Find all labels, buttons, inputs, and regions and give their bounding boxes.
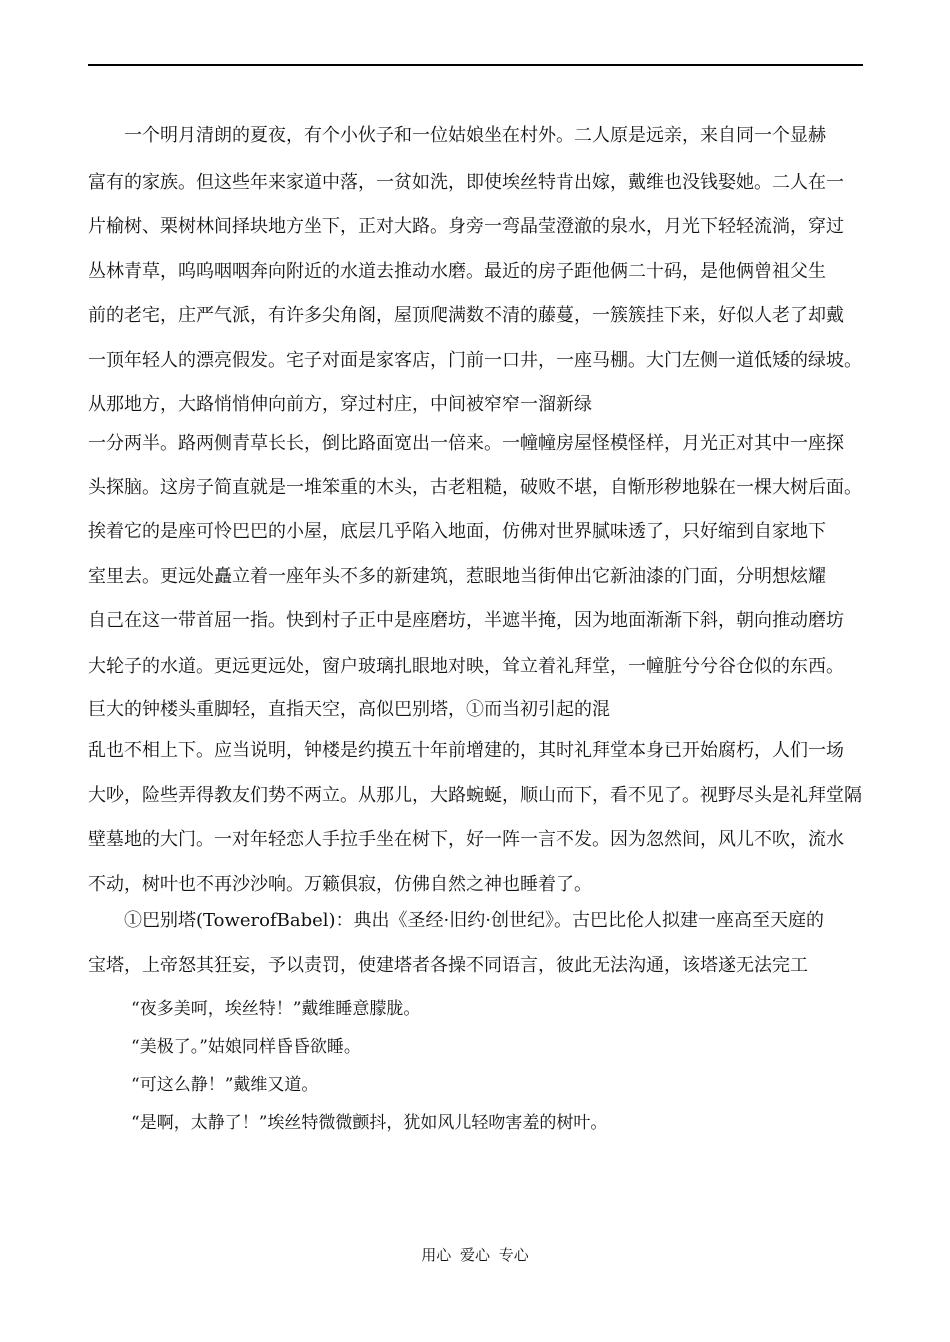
- body-line: 前的老宅，庄严气派，有许多尖角阁，屋顶爬满数不清的藤蔓，一簇簇挂下来，好似人老了却戴: [88, 305, 844, 326]
- body-line: 一分两半。路两侧青草长长，倒比路面宽出一倍来。一幢幢房屋怪模怪样，月光正对其中一座探: [88, 433, 844, 454]
- body-line: 挨着它的是座可怜巴巴的小屋，底层几乎陷入地面，仿佛对世界腻味透了，只好缩到自家地下: [88, 521, 826, 542]
- body-line: 壁墓地的大门。一对年轻恋人手拉手坐在树下，好一阵一言不发。因为忽然间，风儿不吹，流水: [88, 829, 844, 850]
- body-line: 富有的家族。但这些年来家道中落，一贫如洗，即使埃丝特肯出嫁，戴维也没钱娶她。二人在一: [88, 172, 844, 193]
- dialogue-line: “可这么静！”戴维又道。: [131, 1075, 319, 1095]
- body-line: 头探脑。这房子简直就是一堆笨重的木头，古老粗糙，破败不堪，自惭形秽地躲在一棵大树后面。: [88, 477, 862, 498]
- body-line: 从那地方，大路悄悄伸向前方，穿过村庄，中间被窄窄一溜新绿: [88, 394, 592, 415]
- footnote-line: ①巴别塔(TowerofBabel)：典出《圣经·旧约·创世纪》。古巴比伦人拟建一座高至天庭的: [124, 910, 824, 931]
- footnote-line: 宝塔，上帝怒其狂妄，予以责罚，使建塔者各操不同语言，彼此无法沟通，该塔遂无法完工: [88, 955, 808, 976]
- header-rule: [88, 64, 863, 66]
- body-line: 大吵，险些弄得教友们势不两立。从那儿，大路蜿蜒，顺山而下，看不见了。视野尽头是礼拜堂隔: [88, 785, 862, 806]
- body-line: 一顶年轻人的漂亮假发。宅子对面是家客店，门前一口井，一座马棚。大门左侧一道低矮的绿坡。: [88, 350, 862, 371]
- dialogue-line: “是啊，太静了！”埃丝特微微颤抖，犹如风儿轻吻害羞的树叶。: [131, 1113, 608, 1133]
- body-line: 不动，树叶也不再沙沙响。万籁俱寂，仿佛自然之神也睡着了。: [88, 874, 592, 895]
- page-footer: 用心 爱心 专心: [421, 1246, 529, 1264]
- body-line: 一个明月清朗的夏夜，有个小伙子和一位姑娘坐在村外。二人原是远亲，来自同一个显赫: [124, 125, 826, 146]
- body-line: 乱也不相上下。应当说明，钟楼是约摸五十年前增建的，其时礼拜堂本身已开始腐朽，人们一场: [88, 740, 844, 761]
- body-line: 大轮子的水道。更远更远处，窗户玻璃扎眼地对映，耸立着礼拜堂，一幢脏兮兮谷仓似的东西。: [88, 656, 844, 677]
- dialogue-line: “美极了。”姑娘同样昏昏欲睡。: [131, 1037, 361, 1057]
- body-line: 自己在这一带首屈一指。快到村子正中是座磨坊，半遮半掩，因为地面渐渐下斜，朝向推动磨坊: [88, 610, 844, 631]
- body-line: 片榆树、栗树林间择块地方坐下，正对大路。身旁一弯晶莹澄澈的泉水，月光下轻轻流淌，穿过: [88, 216, 844, 237]
- body-line: 丛林青草，呜呜咽咽奔向附近的水道去推动水磨。最近的房子距他俩二十码，是他俩曾祖父生: [88, 261, 826, 282]
- body-line: 巨大的钟楼头重脚轻，直指天空，高似巴别塔，①而当初引起的混: [88, 699, 610, 720]
- body-line: 室里去。更远处矗立着一座年头不多的新建筑，惹眼地当街伸出它新油漆的门面，分明想炫耀: [88, 566, 826, 587]
- dialogue-line: “夜多美呵，埃丝特！”戴维睡意朦胧。: [131, 999, 421, 1019]
